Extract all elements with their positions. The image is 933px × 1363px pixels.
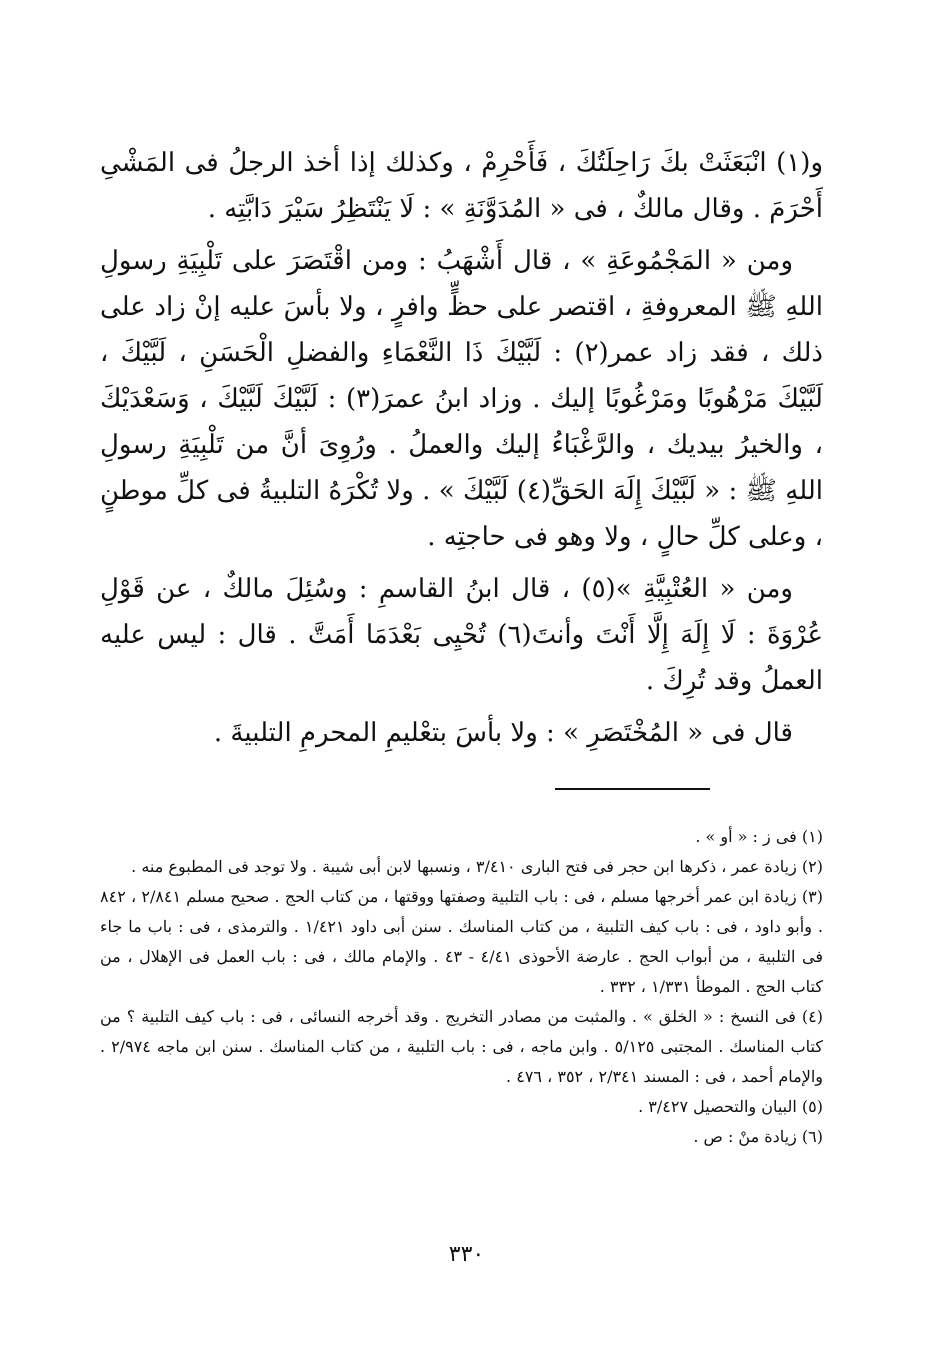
footnote-5: (٥) البيان والتحصيل ٣/٤٢٧ . [638, 1097, 823, 1116]
footnote-4: (٤) فى النسخ : « الخلق » . والمثبت من مصادر التخريج . وقد أخرجه النسائى ، فى : باب كيف التلبية ؟ من كتاب المناسك . المجتبى ٥/١٢٥ . وابن ماجه ، فى : باب التلبية ، من كتاب المناسك . سنن ابن ماجه ٢/٩٧٤ . والإمام أحمد ، فى : المسند ٢/٣٤١ ، ٣٥٢ ، ٤٧٦ . [100, 1007, 824, 1086]
footnotes [100, 822, 823, 1152]
footnote-divider [555, 788, 710, 790]
main-text [100, 140, 823, 756]
footnote-3: (٣) زيادة ابن عمر أخرجها مسلم ، فى : باب التلبية وصفتها ووقتها ، من كتاب الحج . صحيح مسلم ٢/٨٤١ ، ٨٤٢ . وأبو داود ، فى : باب كيف التلبية ، من كتاب المناسك . سنن أبى داود ١/٤٢١ . والترمذى ، فى : باب ما جاء فى التلبية ، من أبواب الحج . عارضة الأحوذى ٤/٤١ - ٤٣ . والإمام مالك ، فى : باب العمل فى الإهلال ، من كتاب الحج . الموطأ ١/٣٣١ ، ٣٣٢ . [100, 887, 824, 996]
footnote-1: (١) فى ز : « أو » . [695, 827, 823, 846]
footnote-2: (٢) زيادة عمر ، ذكرها ابن حجر فى فتح البارى ٣/٤١٠ ، ونسبها لابن أبى شيبة . ولا توجد فى المطبوع منه . [131, 857, 823, 876]
paragraph-1: و(١) انْبَعَثَتْ بكَ رَاحِلَتُكَ ، فَأَحْرِمْ ، وكذلك إذا أخذ الرجلُ فى المَشْىِ أَحْرَمَ . وقال مالكٌ ، فى « المُدَوَّنَةِ » : لَا يَنْتَظِرُ سَيْرَ دَابَّتِه . [100, 148, 823, 224]
page-number: ٣٣٠ [448, 1242, 485, 1267]
paragraph-2: ومن « المَجْمُوعَةِ » ، قال أَشْهَبُ : ومن اقْتَصَرَ على تَلْبِيَةِ رسولِ اللهِ ﷺ المعروفةِ ، اقتصر على حظٍّ وافرٍ ، ولا بأسَ عليه إنْ زاد على ذلك ، فقد زاد عمر(٢) : لَبَّيْكَ ذَا النَّعْمَاءِ والفضلِ الْحَسَنِ ، لَبَّيْكَ ، لَبَّيْكَ مَرْهُوبًا ومَرْغُوبًا إليك . وزاد ابنُ عمرَ(٣) : لَبَّيْكَ لَبَّيْكَ ، وَسَعْدَيْكَ ، والخيرُ بيديك ، والرَّغْبَاءُ إليك والعملُ . ورُوِىَ أنَّ من تَلْبِيَةِ رسولِ اللهِ ﷺ : « لَبَّيْكَ إِلَهَ الحَقِّ(٤) لَبَّيْكَ » . ولا تُكْرَهُ التلبيةُ فى كلِّ موطنٍ ، وعلى كلِّ حالٍ ، ولا وهو فى حاجتِه . [100, 246, 824, 552]
footnote-6: (٦) زيادة منْ : ص . [693, 1127, 823, 1146]
paragraph-3: ومن « العُتْبِيَّةِ »(٥) ، قال ابنُ القاسمِ : وسُئِلَ مالكٌ ، عن قَوْلِ عُرْوَةَ : لَا إِلَهَ إِلَّا أَنْتَ وأنتَ(٦) تُحْيِى بَعْدَمَا أَمَتَّ . قال : ليس عليه العملُ وقد تُرِكَ . [100, 574, 824, 696]
paragraph-4: قال فى « المُخْتَصَرِ » : ولا بأسَ بتعْليمِ المحرمِ التلبيةَ . [213, 718, 793, 748]
